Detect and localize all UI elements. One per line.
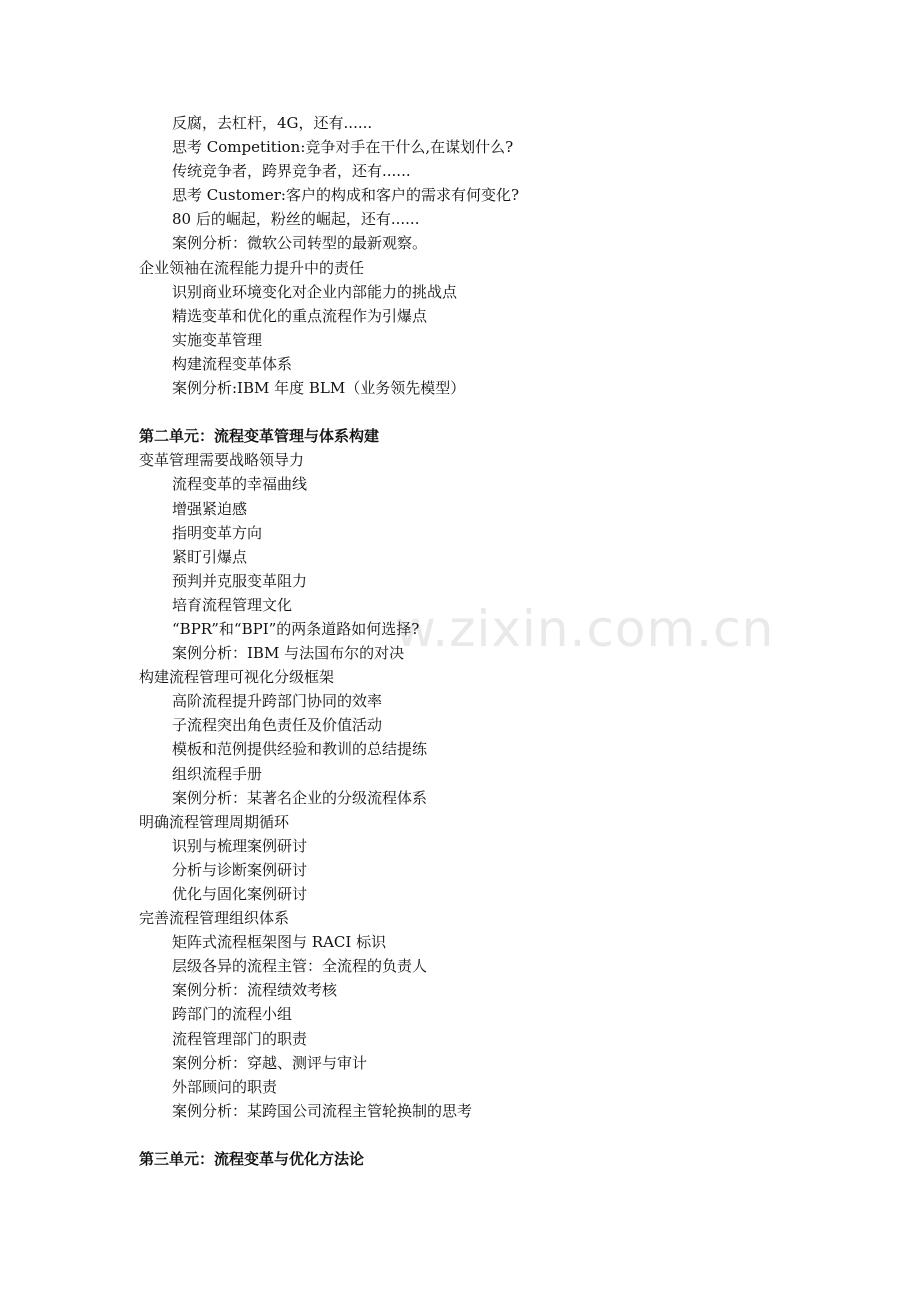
- subtopic-line: 案例分析:IBM 年度 BLM（业务领先模型）: [172, 379, 466, 398]
- subtopic-line: 识别商业环境变化对企业内部能力的挑战点: [172, 282, 458, 301]
- subtopic-line: 反腐，去杠杆，4G，还有......: [172, 114, 373, 132]
- subtopic-line: 思考 Customer:客户的构成和客户的需求有何变化?: [172, 186, 520, 205]
- subtopic-line: 流程管理部门的职责: [172, 1029, 308, 1048]
- subtopic-line: 80 后的崛起，粉丝的崛起，还有......: [172, 210, 420, 229]
- subtopic-line: 传统竞争者，跨界竞争者，还有......: [172, 162, 411, 181]
- subtopic-line: 外部顾问的职责: [172, 1077, 278, 1096]
- subtopic-line: 紧盯引爆点: [172, 547, 248, 566]
- subtopic-line: 分析与诊断案例研讨: [172, 860, 308, 879]
- subtopic-line: 子流程突出角色责任及价值活动: [172, 716, 383, 735]
- subtopic-line: 高阶流程提升跨部门协同的效率: [172, 692, 383, 711]
- subtopic-line: 案例分析：流程绩效考核: [172, 981, 338, 1000]
- subtopic-line: 流程变革的幸福曲线: [172, 475, 308, 494]
- subtopic-line: 模板和范例提供经验和教训的总结提练: [172, 740, 428, 759]
- subtopic-line: 案例分析：IBM 与法国布尔的对决: [172, 644, 405, 663]
- subtopic-line: 矩阵式流程框架图与 RACI 标识: [172, 933, 387, 952]
- watermark: w.zixin.com.cn: [395, 600, 775, 658]
- subtopic-line: 增强紧迫感: [172, 499, 248, 518]
- subtopic-line: 案例分析：某著名企业的分级流程体系: [172, 788, 428, 807]
- section-heading: 第三单元：流程变革与优化方法论: [139, 1150, 365, 1169]
- topic-line: 明确流程管理周期循环: [139, 812, 290, 831]
- subtopic-line: 案例分析：某跨国公司流程主管轮换制的思考: [172, 1101, 473, 1120]
- subtopic-line: 层级各异的流程主管：全流程的负责人: [172, 957, 428, 976]
- subtopic-line: “BPR”和“BPI”的两条道路如何选择?: [172, 619, 420, 638]
- topic-line: 构建流程管理可视化分级框架: [139, 668, 335, 687]
- subtopic-line: 优化与固化案例研讨: [172, 885, 308, 903]
- subtopic-line: 案例分析：穿越、测评与审计: [172, 1053, 368, 1072]
- section-heading: 第二单元：流程变革管理与体系构建: [139, 427, 380, 446]
- subtopic-line: 跨部门的流程小组: [172, 1005, 293, 1024]
- subtopic-line: 实施变革管理: [172, 330, 263, 349]
- topic-line: 企业领袖在流程能力提升中的责任: [139, 258, 365, 277]
- subtopic-line: 精选变革和优化的重点流程作为引爆点: [172, 306, 428, 325]
- topic-line: 完善流程管理组织体系: [139, 909, 290, 928]
- subtopic-line: 组织流程手册: [172, 764, 263, 783]
- subtopic-line: 案例分析：微软公司转型的最新观察。: [172, 234, 428, 253]
- subtopic-line: 预判并克服变革阻力: [172, 571, 308, 590]
- subtopic-line: 构建流程变革体系: [172, 354, 293, 373]
- blank-line: [139, 400, 839, 424]
- subtopic-line: 识别与梳理案例研讨: [172, 836, 308, 855]
- subtopic-line: 思考 Competition:竞争对手在干什么,在谋划什么?: [172, 138, 514, 157]
- subtopic-line: 指明变革方向: [172, 523, 263, 542]
- topic-line: 变革管理需要战略领导力: [139, 451, 305, 470]
- subtopic-line: 培育流程管理文化: [172, 595, 293, 614]
- blank-line: [139, 1123, 839, 1147]
- document-body: [139, 111, 839, 1171]
